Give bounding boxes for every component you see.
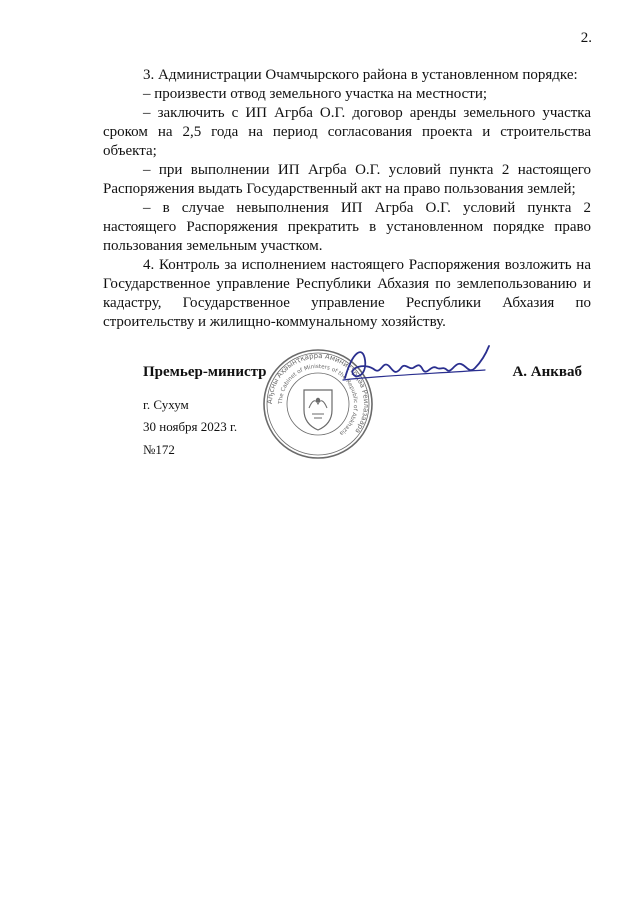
- svg-text:The Cabinet of Ministers of th: The Cabinet of Ministers of the Republic of Abkhazia: [277, 363, 359, 437]
- document-city: г. Сухум: [143, 397, 189, 412]
- signatory-name: А. Анкваб: [512, 364, 582, 380]
- signatory-title: Премьер-министр: [143, 364, 267, 380]
- paragraph-subitem-lease: – заключить с ИП Агрба О.Г. договор аренды земельного участка сроком на 2,5 года на период согласования проекта и строительства объекта;: [103, 105, 591, 159]
- paragraph-item-3: 3. Администрации Очамчырского района в установленном порядке:: [143, 67, 578, 83]
- handwritten-signature-icon: [335, 340, 495, 390]
- signature-block: [0, 340, 640, 480]
- paragraph-item-4: 4. Контроль за исполнением настоящего Распоряжения возложить на Государственное управление Республики Абхазия по землепользованию и кадастру, Государственное управление Республики Абхазия по строительству и жилищно-коммунальному хозяйству.: [103, 257, 591, 330]
- page-number: 2.: [580, 30, 592, 46]
- document-number: №172: [143, 442, 175, 457]
- document-date: 30 ноября 2023 г.: [143, 419, 238, 434]
- paragraph-subitem-terminate: – в случае невыполнения ИП Агрба О.Г. условий пункта 2 настоящего Распоряжения прекратить в установленном порядке право пользования земельным участком.: [103, 200, 591, 254]
- paragraph-subitem-allot: – произвести отвод земельного участка на местности;: [143, 86, 488, 102]
- paragraph-subitem-issue-act: – при выполнении ИП Агрба О.Г. условий пункта 2 настоящего Распоряжения выдать Государственный акт на право пользования землей;: [103, 162, 591, 197]
- document-body: [103, 66, 591, 332]
- svg-text:Аҧсны Аҳәынҭқарра Аминистрцәа: Аҧсны Аҳәынҭқарра Аминистрцәа Реилазаара: [265, 351, 371, 435]
